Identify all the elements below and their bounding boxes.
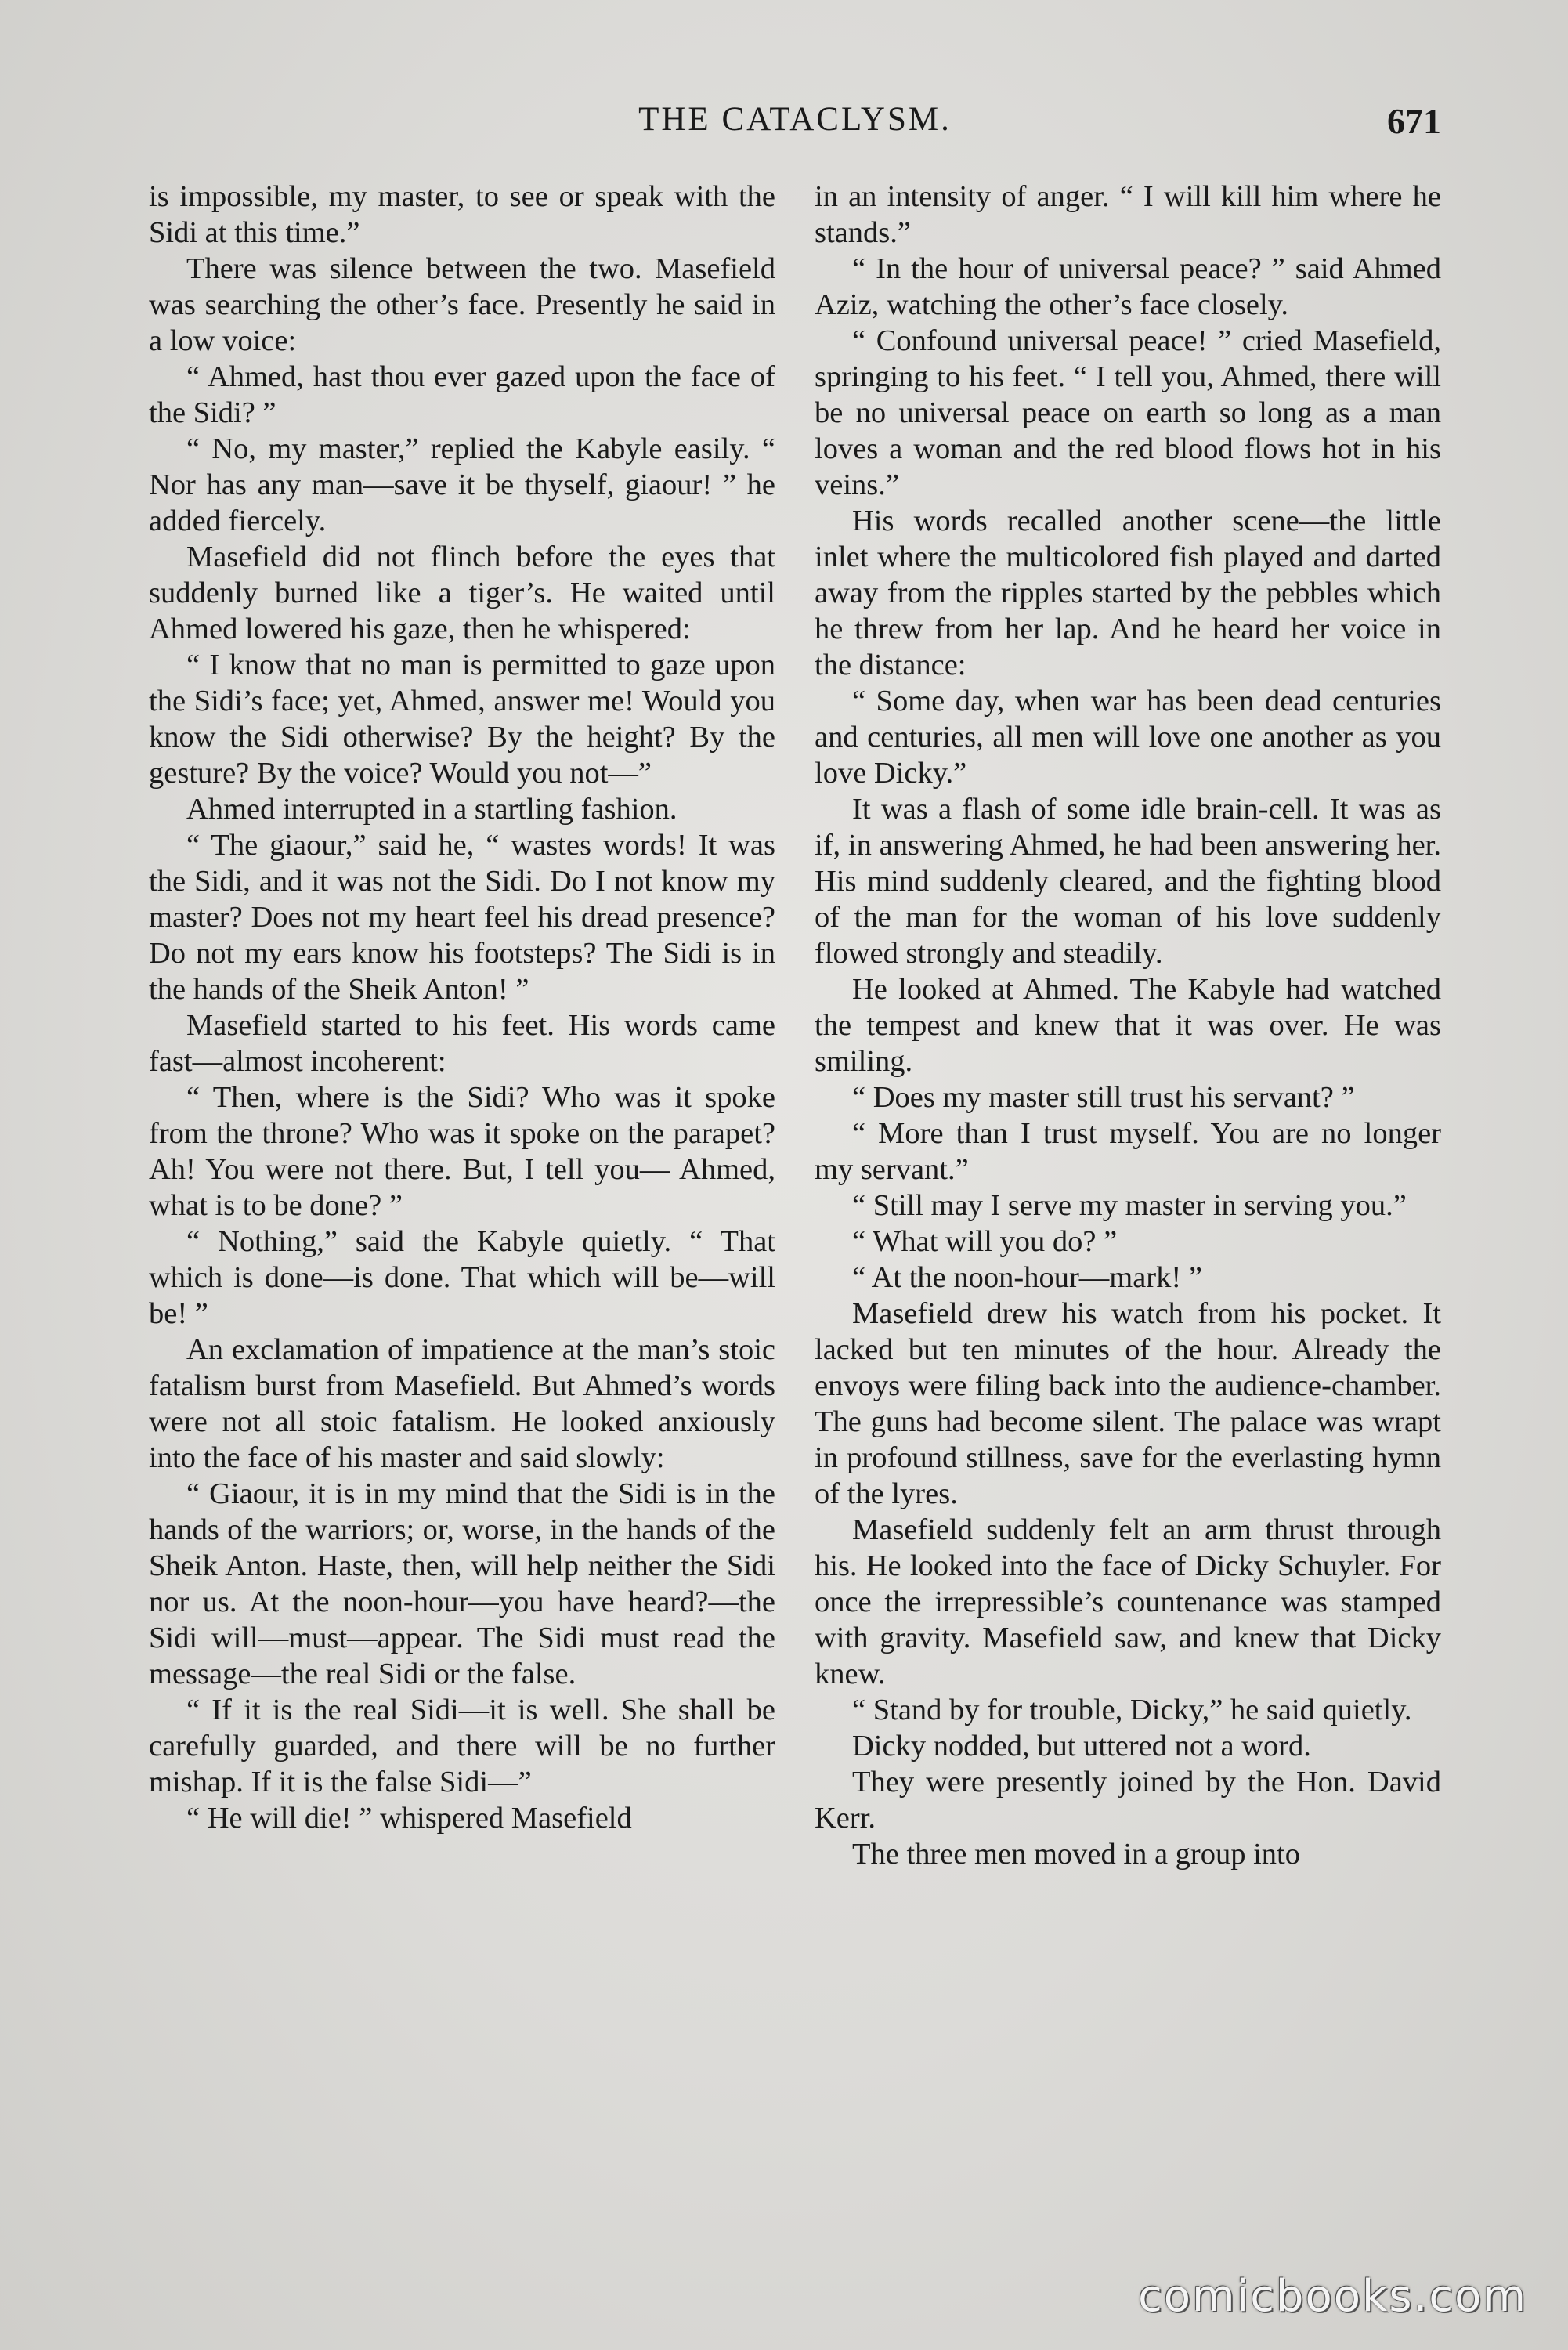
- text-columns: [149, 179, 1441, 1872]
- paragraph: “ Still may I serve my master in serving you.”: [852, 1189, 1407, 1222]
- paragraph: “ More than I trust myself. You are no longer my servant.”: [815, 1117, 1441, 1186]
- paragraph: “ In the hour of universal peace? ” said Ahmed Aziz, watching the other’s face closely.: [815, 252, 1441, 321]
- page-header: [149, 100, 1441, 147]
- paragraph: They were presently joined by the Hon. David Kerr.: [815, 1766, 1441, 1835]
- paragraph: “ The giaour,” said he, “ wastes words! It was the Sidi, and it was not the Sidi. Do I not know my master? Does not my heart feel his dread presence? Do not my ears know his footsteps? The Sidi is in the hands of the Sheik Anton! ”: [149, 829, 775, 1006]
- paragraph: “ Then, where is the Sidi? Who was it spoke from the throne? Who was it spoke on the parapet? Ah! You were not there. But, I tell you— Ahmed, what is to be done? ”: [149, 1081, 775, 1222]
- paragraph: Masefield drew his watch from his pocket. It lacked but ten minutes of the hour. Already the envoys were filing back into the audience-chamber. The guns had become silent. The palace was wrapt in profound stillness, save for the everlasting hymn of the lyres.: [815, 1297, 1441, 1510]
- running-title: THE CATACLYSM.: [638, 101, 952, 138]
- paragraph: “ Ahmed, hast thou ever gazed upon the face of the Sidi? ”: [149, 360, 775, 429]
- paragraph: “ No, my master,” replied the Kabyle easily. “ Nor has any man—save it be thyself, giaour! ” he added fiercely.: [149, 432, 775, 537]
- paragraph: in an intensity of anger. “ I will kill him where he stands.”: [815, 180, 1441, 249]
- paragraph: Masefield did not flinch before the eyes that suddenly burned like a tiger’s. He waited until Ahmed lowered his gaze, then he whispered:: [149, 540, 775, 645]
- watermark-logo: comicbooks.com: [1137, 2271, 1527, 2322]
- paragraph: “ Some day, when war has been dead centuries and centuries, all men will love one another as you love Dicky.”: [815, 685, 1441, 790]
- paragraph: “ Confound universal peace! ” cried Masefield, springing to his feet. “ I tell you, Ahmed, there will be no universal peace on earth so long as a man loves a woman and the red blood flows hot in his veins.”: [815, 324, 1441, 501]
- paragraph: An exclamation of impatience at the man’s stoic fatalism burst from Masefield. But Ahmed’s words were not all stoic fatalism. He looked anxiously into the face of his master and said slowly:: [149, 1333, 775, 1474]
- paragraph: “ Stand by for trouble, Dicky,” he said quietly.: [852, 1694, 1412, 1726]
- page-number: 671: [1387, 101, 1441, 141]
- left-column: [149, 179, 775, 1872]
- paragraph: Ahmed interrupted in a startling fashion.: [186, 793, 677, 826]
- paragraph: His words recalled another scene—the little inlet where the multicolored fish played and darted away from the ripples started by the pebbles which he threw from her lap. And he heard her voice in the distance:: [815, 504, 1441, 682]
- paragraph: is impossible, my master, to see or speak with the Sidi at this time.”: [149, 180, 775, 249]
- paragraph: “ If it is the real Sidi—it is well. She shall be carefully guarded, and there will be no further mishap. If it is the false Sidi—”: [149, 1694, 775, 1799]
- paragraph: “ What will you do? ”: [852, 1225, 1118, 1258]
- paragraph: “ I know that no man is permitted to gaze upon the Sidi’s face; yet, Ahmed, answer me! Would you know the Sidi otherwise? By the height? By the gesture? By the voice? Would you not—”: [149, 649, 775, 790]
- paragraph: It was a flash of some idle brain-cell. It was as if, in answering Ahmed, he had been answering her. His mind suddenly cleared, and the fighting blood of the man for the woman of his love suddenly flowed strongly and steadily.: [815, 793, 1441, 970]
- paragraph: “ Giaour, it is in my mind that the Sidi is in the hands of the warriors; or, worse, in the hands of the Sheik Anton. Haste, then, will help neither the Sidi nor us. At the noon-hour—you have heard?—the Sidi will—must—appear. The Sidi must read the message—the real Sidi or the false.: [149, 1477, 775, 1690]
- paragraph: The three men moved in a group into: [852, 1838, 1300, 1871]
- paragraph: Dicky nodded, but uttered not a word.: [852, 1730, 1311, 1762]
- paragraph: There was silence between the two. Masefield was searching the other’s face. Presently he said in a low voice:: [149, 252, 775, 357]
- paragraph: “ Nothing,” said the Kabyle quietly. “ That which is done—is done. That which will be—will be! ”: [149, 1225, 775, 1330]
- paragraph: “ At the noon-hour—mark! ”: [852, 1261, 1202, 1294]
- paragraph: “ He will die! ” whispered Masefield: [186, 1802, 632, 1835]
- paragraph: Masefield started to his feet. His words came fast—almost incoherent:: [149, 1009, 775, 1078]
- paragraph: “ Does my master still trust his servant? ”: [852, 1081, 1355, 1114]
- right-column: [815, 179, 1441, 1872]
- paragraph: He looked at Ahmed. The Kabyle had watched the tempest and knew that it was over. He was smiling.: [815, 973, 1441, 1078]
- paragraph: Masefield suddenly felt an arm thrust through his. He looked into the face of Dicky Schuyler. For once the irrepressible’s countenance was stamped with gravity. Masefield saw, and knew that Dicky knew.: [815, 1513, 1441, 1690]
